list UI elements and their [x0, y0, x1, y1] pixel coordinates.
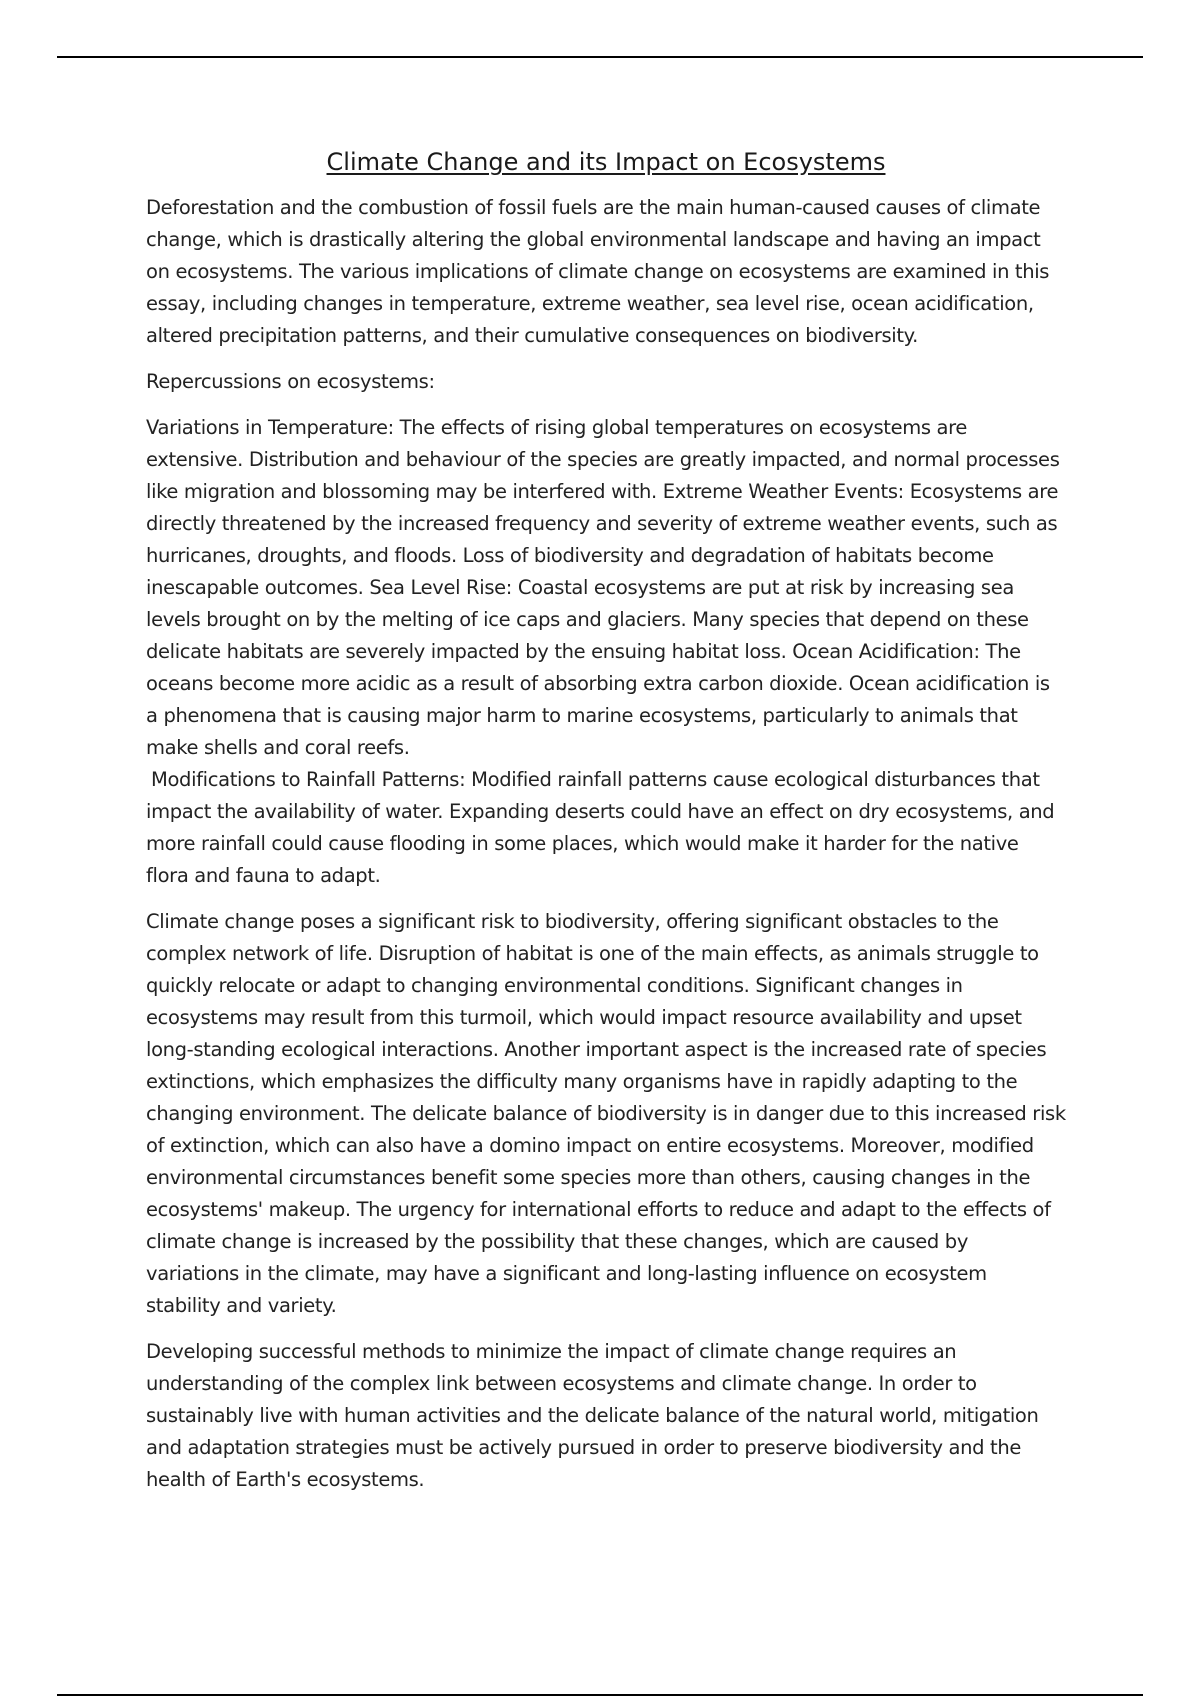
footer-rule — [57, 1694, 1143, 1696]
intro-paragraph: Deforestation and the combustion of fossil fuels are the main human-caused causes of climate change, which is drastically altering the global environmental landscape and having an impact on ecosystems. The various implications of climate change on ecosystems are examined in this essay, including changes in temperature, extreme weather, sea level rise, ocean acidification, altered precipitation patterns, and their cumulative consequences on biodiversity. — [146, 196, 1050, 347]
conclusion-paragraph: Developing successful methods to minimize the impact of climate change requires an understanding of the complex link between ecosystems and climate change. In order to sustainably live with human activities and the delicate balance of the natural world, mitigation and adaptation strategies must be actively pursued in order to preserve biodiversity and the health of Earth's ecosystems. — [146, 1340, 1039, 1491]
section-heading-repercussions: Repercussions on ecosystems: — [146, 370, 435, 393]
document-title: Climate Change and its Impact on Ecosystems — [326, 148, 886, 176]
header-rule — [57, 56, 1143, 58]
rainfall-paragraph: Modifications to Rainfall Patterns: Modified rainfall patterns cause ecological disturbances that impact the availability of water. Expanding deserts could have an effect on dry ecosystems, and more rainfall could cause flooding in some places, which would make it harder for the native flora and fauna to adapt. — [146, 768, 1055, 887]
biodiversity-paragraph: Climate change poses a significant risk to biodiversity, offering significant obstacles to the complex network of life. Disruption of habitat is one of the main effects, as animals struggle to quickly relocate or adapt to changing environmental conditions. Significant changes in ecosystems may result from this turmoil, which would impact resource availability and upset long-standing ecological interactions. Another important aspect is the increased rate of species extinctions, which emphasizes the difficulty many organisms have in rapidly adapting to the changing environment. The delicate balance of biodiversity is in danger due to this increased risk of extinction, which can also have a domino impact on entire ecosystems. Moreover, modified environmental circumstances benefit some species more than others, causing changes in the ecosystems' makeup. The urgency for international efforts to reduce and adapt to the effects of climate change is increased by the possibility that these changes, which are caused by variations in the climate, may have a significant and long-lasting influence on ecosystem stability and variety. — [146, 910, 1066, 1317]
impacts-paragraph: Variations in Temperature: The effects of rising global temperatures on ecosystems are extensive. Distribution and behaviour of the species are greatly impacted, and normal processes like migration and blossoming may be interfered with. Extreme Weather Events: Ecosystems are directly threatened by the increased frequency and severity of extreme weather events, such as hurricanes, droughts, and floods. Loss of biodiversity and degradation of habitats become inescapable outcomes. Sea Level Rise: Coastal ecosystems are put at risk by increasing sea levels brought on by the melting of ice caps and glaciers. Many species that depend on these delicate habitats are severely impacted by the ensuing habitat loss. Ocean Acidification: The oceans become more acidic as a result of absorbing extra carbon dioxide. Ocean acidification is a phenomena that is causing major harm to marine ecosystems, particularly to animals that make shells and coral reefs. — [146, 416, 1060, 759]
document-body — [146, 144, 1066, 1510]
